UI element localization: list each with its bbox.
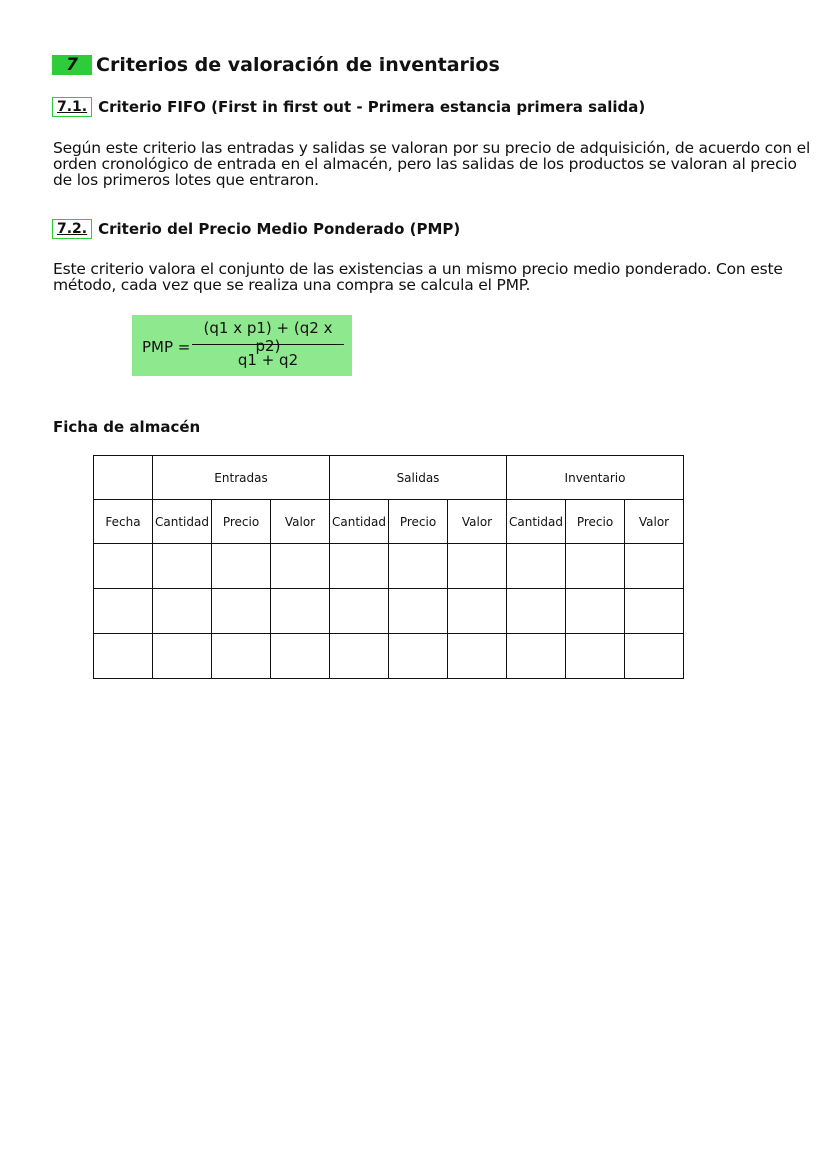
- empty-cell: [94, 456, 153, 500]
- formula-lhs: PMP =: [142, 338, 191, 356]
- table-row: [94, 634, 684, 679]
- subsection-number: 7.1.: [52, 97, 92, 117]
- table-cell: [212, 589, 271, 634]
- table-cell: [566, 589, 625, 634]
- table-cell: [507, 634, 566, 679]
- col-header: Cantidad: [507, 500, 566, 544]
- col-header: Cantidad: [330, 500, 389, 544]
- pmp-paragraph: Este criterio valora el conjunto de las existencias a un mismo precio medio ponderado. Con este método, cada vez que se realiza una compra se calcula el PMP.: [53, 260, 783, 294]
- table-cell: [94, 544, 153, 589]
- table-cell: [271, 589, 330, 634]
- table-cell: [389, 544, 448, 589]
- subsection-title: Criterio del Precio Medio Ponderado (PMP): [98, 220, 461, 238]
- table-cell: [330, 634, 389, 679]
- table-cell: [212, 634, 271, 679]
- ficha-title: Ficha de almacén: [53, 418, 201, 436]
- table-cell: [448, 634, 507, 679]
- table-cell: [94, 634, 153, 679]
- table-cell: [507, 544, 566, 589]
- table-cell: [330, 589, 389, 634]
- col-header: Precio: [212, 500, 271, 544]
- formula-numerator: (q1 x p1) + (q2 x p2): [203, 319, 333, 355]
- table-cell: [330, 544, 389, 589]
- group-header: Salidas: [330, 456, 507, 500]
- table-cell: [448, 589, 507, 634]
- subsection-fifo-heading: [52, 97, 645, 117]
- col-header: Valor: [448, 500, 507, 544]
- col-header: Cantidad: [153, 500, 212, 544]
- table-cell: [153, 544, 212, 589]
- table-cell: [625, 589, 684, 634]
- table-cell: [566, 634, 625, 679]
- table-cell: [389, 634, 448, 679]
- table-cell: [625, 544, 684, 589]
- table-cell: [507, 589, 566, 634]
- table-cell: [153, 589, 212, 634]
- section-heading: [52, 54, 500, 76]
- col-header-fecha: Fecha: [94, 500, 153, 544]
- table-cell: [448, 544, 507, 589]
- col-header: Precio: [566, 500, 625, 544]
- fraction-bar: [192, 344, 344, 345]
- section-title: Criterios de valoración de inventarios: [96, 54, 500, 76]
- table-cell: [153, 634, 212, 679]
- table-cell: [566, 544, 625, 589]
- group-header: Inventario: [507, 456, 684, 500]
- table-cell: [625, 634, 684, 679]
- col-header: Precio: [389, 500, 448, 544]
- table-cell: [212, 544, 271, 589]
- table-cell: [271, 544, 330, 589]
- group-header: Entradas: [153, 456, 330, 500]
- section-number: 7: [52, 55, 92, 75]
- table-row: [94, 589, 684, 634]
- table-cell: [389, 589, 448, 634]
- table-cell: [94, 589, 153, 634]
- table-row: [94, 544, 684, 589]
- fifo-paragraph: Según este criterio las entradas y salidas se valoran por su precio de adquisición, de acuerdo con el orden cronológico de entrada en el almacén, pero las salidas de los productos se valoran al precio de los primeros lotes que entraron.: [53, 139, 811, 189]
- subsection-title: Criterio FIFO (First in first out - Primera estancia primera salida): [98, 98, 646, 116]
- col-header: Valor: [271, 500, 330, 544]
- subsection-pmp-heading: [52, 219, 460, 239]
- subsection-number: 7.2.: [52, 219, 92, 239]
- formula-denominator: q1 + q2: [237, 351, 299, 369]
- pmp-formula: [132, 315, 352, 376]
- ficha-table: [93, 455, 684, 679]
- table-cell: [271, 634, 330, 679]
- col-header: Valor: [625, 500, 684, 544]
